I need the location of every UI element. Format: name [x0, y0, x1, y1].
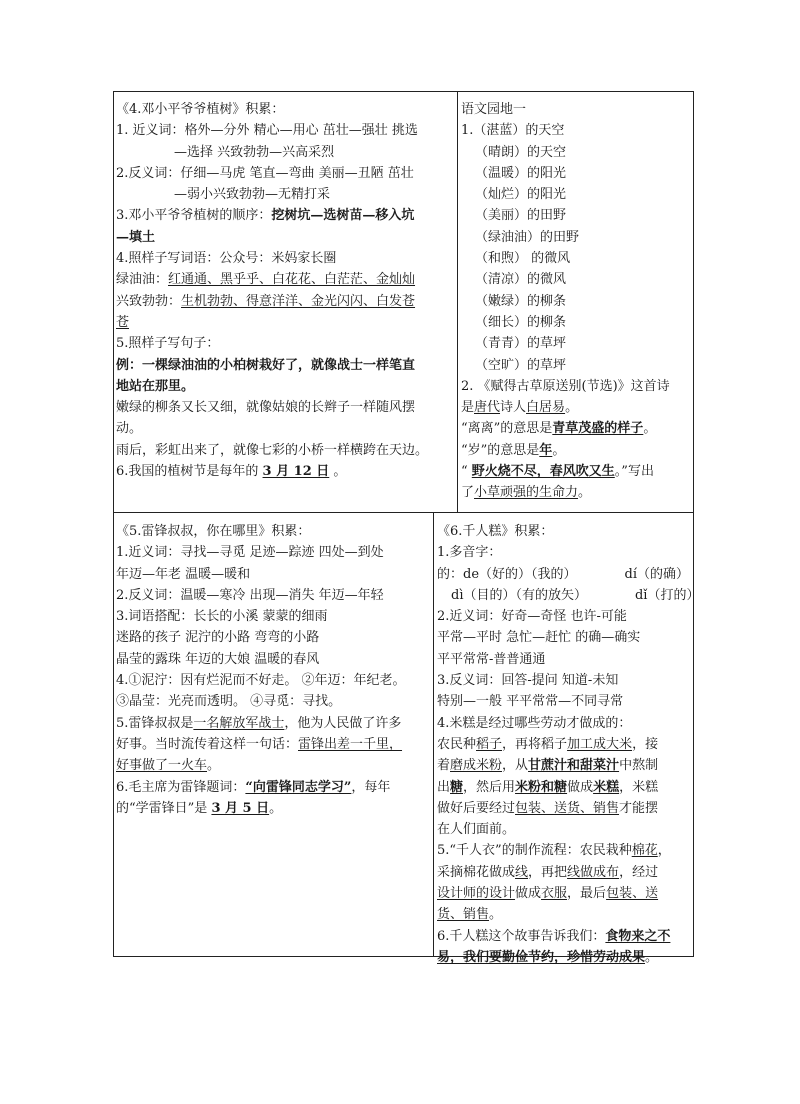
leifeng-day: 的“学雷锋日”是 3 月 5 日。	[116, 800, 283, 816]
phrase-item: （温暖）的阳光	[475, 165, 567, 181]
leifeng-line-cont: 好事。当时流传着这样一句话：雷锋出差一千里，	[116, 736, 403, 752]
collocation-1: 迷路的孩子 泥泞的小路 弯弯的小路	[116, 630, 320, 646]
synonyms-line: 1. 近义词：格外—分外 精心—用心 茁壮—强壮 挑选	[116, 123, 418, 139]
lesson6-title: 《6.千人糕》积累：	[437, 524, 554, 539]
clothes-process-4: 货、销售。	[437, 907, 503, 923]
sentence-heading: 5.照样子写句子：	[116, 336, 220, 352]
phrase-item: （绿油油）的田野	[475, 229, 580, 245]
word-pattern-2-cont: 苍	[116, 314, 130, 330]
sui-meaning: “岁”的意思是年。	[461, 442, 566, 458]
ricecake-answer-1: 农民种稻子，再将稻子加工成大米，接	[437, 736, 659, 752]
sentence-2: 雨后，彩虹出来了，就像七彩的小桥一样横跨在天边。	[116, 442, 429, 458]
ricecake-answer-3: 出糖，然后用米粉和糖做成米糕，米糕	[437, 779, 659, 795]
ricecake-question: 4.米糕是经过哪些劳动才做成的：	[437, 715, 632, 731]
ricecake-answer-2: 着磨成米粉，从甘蔗汁和甜菜汁中熬制	[437, 758, 659, 774]
garden1-title: 语文园地一	[461, 102, 527, 117]
arbor-day-line: 6.我国的植树节是每年的 3 月 12 日 。	[116, 464, 347, 480]
clothes-process-3: 设计师的设计做成衣服，最后包装、送	[437, 886, 659, 902]
divider-top	[457, 91, 458, 512]
antonyms-line: 2.反义词：温暖—寒冷 出现—消失 年迈—年轻	[116, 587, 384, 603]
sentence-1-cont: 动。	[116, 421, 143, 437]
synonyms-line: 2.近义词：好奇—奇怪 也许-可能	[437, 609, 627, 625]
divider-middle	[113, 512, 694, 513]
synonyms-line: 1.近义词：寻找—寻觅 足迹—踪迹 四处—到处	[116, 545, 384, 561]
phrase-item: （青青）的草坪	[475, 336, 567, 352]
phrase-item: （美丽）的田野	[475, 208, 567, 224]
definitions-1: 4.①泥泞：因有烂泥而不好走。 ②年迈：年纪老。	[116, 673, 406, 689]
phrase-item: （晴朗）的天空	[475, 144, 567, 160]
antonyms-line: 2.反义词：仔细—马虎 笔直—弯曲 美丽—丑陋 茁壮	[116, 165, 414, 181]
synonyms-line-cont: 年迈—年老 温暖—暖和	[116, 566, 251, 582]
word-pattern-2: 兴致勃勃：生机勃勃、得意洋洋、金光闪闪、白发苍	[116, 293, 416, 309]
lesson4-cell	[116, 99, 454, 482]
phrase-item: （灿烂）的阳光	[475, 187, 567, 203]
planting-order-cont: —填土	[116, 229, 156, 245]
lesson4-title: 《4.邓小平爷爷植树》积累：	[116, 102, 285, 117]
poem-line: 2. 《赋得古草原送别(节选)》这首诗	[461, 378, 670, 394]
phrase-item: （和煦） 的微风	[475, 251, 571, 267]
phrase-item: （细长）的柳条	[475, 314, 567, 330]
polyphone-heading: 1.多音字：	[437, 545, 502, 561]
sentence-1: 嫩绿的柳条又长又细，就像姑娘的长辫子一样随风摆	[116, 400, 416, 416]
phrase-item: 1.（湛蓝）的天空	[461, 123, 565, 139]
phrase-item: （清凉）的微风	[475, 272, 567, 288]
planting-order: 3.邓小平爷爷植树的顺序：挖树坑—选树苗—移入坑	[116, 208, 415, 224]
leifeng-line: 5.雷锋叔叔是一名解放军战士，他为人民做了许多	[116, 715, 402, 731]
collocation-2: 晶莹的露珠 年迈的大娘 温暖的春风	[116, 651, 320, 667]
clothes-process-2: 采摘棉花做成线，再把线做成布，经过	[437, 864, 659, 880]
divider-bottom	[433, 512, 434, 957]
example-sentence: 例：一棵绿油油的小柏树栽好了，就像战士一样笔直	[116, 357, 416, 373]
chairman-inscription: 6.毛主席为雷锋题词：“向雷锋同志学习”，每年	[116, 779, 391, 795]
synonyms-line-cont: —选择 兴致勃勃—兴高采烈	[174, 144, 335, 160]
polyphone-2: dì（目的）（有的放矢） dǐ（打的）	[451, 587, 700, 603]
story-lesson-cont: 易，我们要勤俭节约，珍惜劳动成果。	[437, 949, 659, 965]
antonyms-line: 3.反义词：回答-提问 知道-未知	[437, 673, 619, 689]
collocation-heading: 3.词语搭配：长长的小溪 蒙蒙的细雨	[116, 609, 328, 625]
word-pattern-heading: 4.照样子写词语：公众号：米妈家长圈	[116, 251, 337, 267]
example-sentence-cont: 地站在那里。	[116, 378, 195, 394]
synonyms-line-cont2: 平平常常-普普通通	[437, 651, 546, 667]
poem-quote: “ 野火烧不尽，春风吹又生。”写出	[461, 464, 654, 480]
phrase-item: （空旷）的草坪	[475, 357, 567, 373]
lesson5-cell	[116, 521, 430, 819]
ricecake-answer-4: 做好后要经过包装、送货、销售才能摆	[437, 800, 659, 816]
lesson5-title: 《5.雷锋叔叔，你在哪里》积累：	[116, 524, 311, 539]
word-pattern-1: 绿油油：红通通、黑乎乎、白花花、白茫茫、金灿灿	[116, 272, 416, 288]
garden1-cell	[461, 99, 693, 504]
phrase-item: （嫩绿）的柳条	[475, 293, 567, 309]
ricecake-answer-5: 在人们面前。	[437, 822, 516, 838]
lili-meaning: “离离”的意思是青草茂盛的样子。	[461, 421, 657, 437]
story-lesson: 6.千人糕这个故事告诉我们：食物来之不	[437, 928, 671, 944]
definitions-2: ③晶莹：光亮而透明。 ④寻觅：寻找。	[116, 694, 342, 710]
clothes-process: 5.“千人衣”的制作流程：农民栽种棉花，	[437, 843, 671, 859]
synonyms-line-cont: 平常—平时 急忙—赶忙 的确—确实	[437, 630, 641, 646]
poem-author: 是唐代诗人白居易。	[461, 400, 579, 416]
polyphone-1: 的：de（好的）（我的） dí（的确）	[437, 566, 689, 582]
antonyms-line-cont: —弱小兴致勃勃—无精打采	[174, 187, 331, 203]
lesson6-cell	[437, 521, 700, 968]
poem-quote-cont: 了小草顽强的生命力。	[461, 485, 592, 501]
leifeng-line-cont2: 好事做了一火车。	[116, 758, 221, 774]
antonyms-line-cont: 特别—一般 平平常常—不同寻常	[437, 694, 624, 710]
